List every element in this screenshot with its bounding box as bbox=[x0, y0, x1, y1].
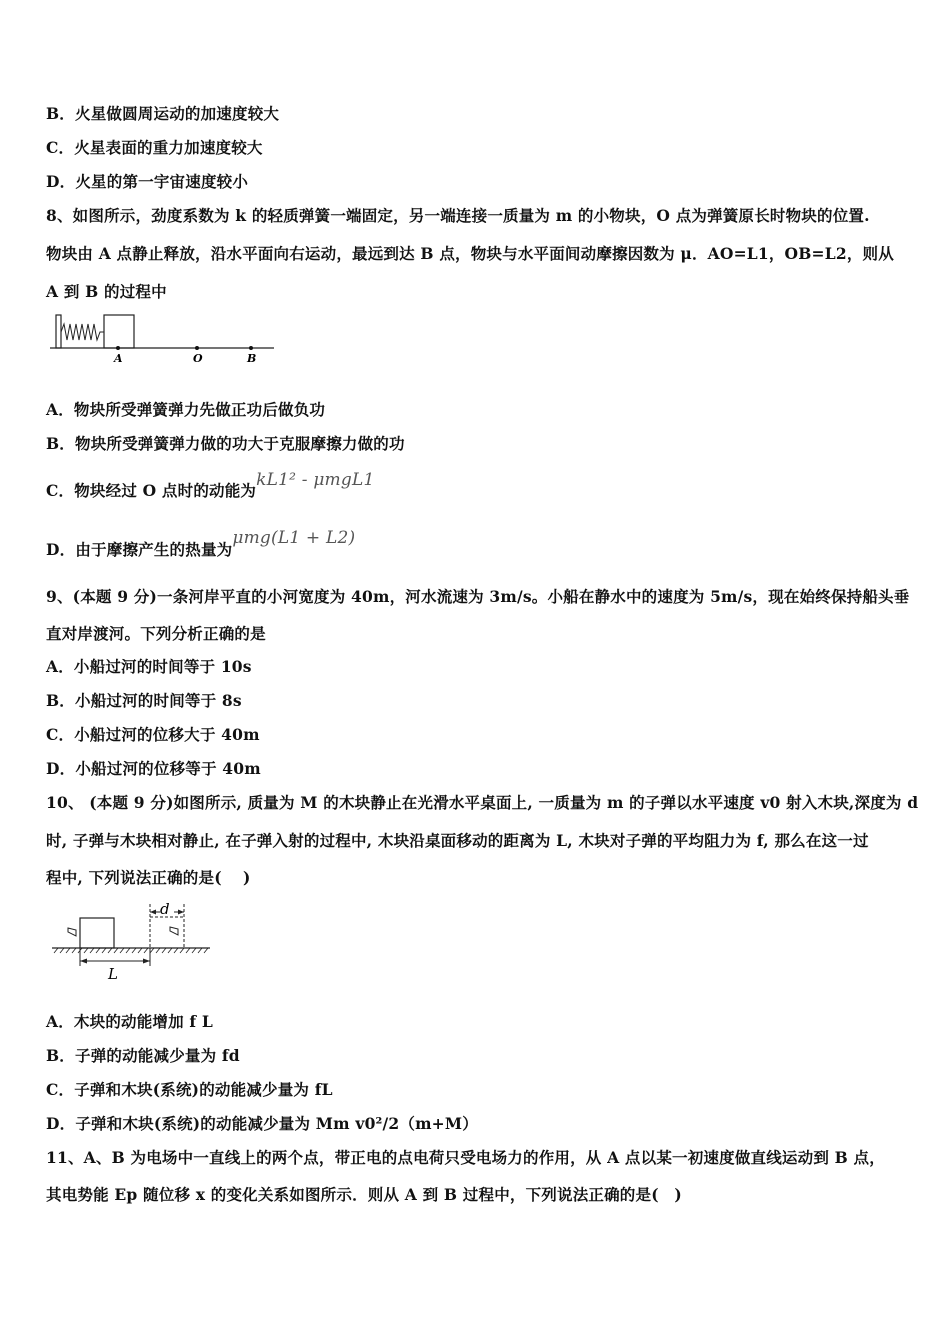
q8-spring-figure bbox=[46, 312, 278, 368]
q9-stem-line2: 直对岸渡河。下列分析正确的是 bbox=[46, 624, 266, 643]
q8-option-b: B．物块所受弹簧弹力做的功大于克服摩擦力做的功 bbox=[46, 434, 405, 453]
q8-stem-line2: 物块由 A 点静止释放，沿水平面向右运动，最远到达 B 点，物块与水平面间动摩擦因数为 μ．AO=L1，OB=L2，则从 bbox=[46, 244, 894, 263]
q10-option-b: B．子弹的动能减少量为 fd bbox=[46, 1046, 240, 1065]
q8-option-d-formula: μmg(L1 + L2) bbox=[232, 528, 356, 548]
q10-stem-line3: 程中, 下列说法正确的是( ) bbox=[46, 868, 251, 887]
q8-stem-line1: 8、如图所示，劲度系数为 k 的轻质弹簧一端固定，另一端连接一质量为 m 的小物块，O 点为弹簧原长时物块的位置. bbox=[46, 206, 870, 225]
q8-option-c-formula: kL1² - μmgL1 bbox=[256, 470, 375, 490]
q9-option-d: D．小船过河的位移等于 40m bbox=[46, 759, 261, 778]
point-a-dot bbox=[116, 346, 120, 350]
q9-option-a: A．小船过河的时间等于 10s bbox=[46, 657, 252, 676]
q10-stem-line1: 10、 (本题 9 分)如图所示, 质量为 M 的木块静止在光滑水平桌面上, 一质量为 m 的子弹以水平速度 v0 射入木块,深度为 d bbox=[46, 793, 919, 812]
q11-stem-line2: 其电势能 Ep 随位移 x 的变化关系如图所示．则从 A 到 B 过程中，下列说法正确的是( ) bbox=[46, 1185, 682, 1204]
q8-option-c bbox=[46, 468, 375, 500]
q9-option-c: C．小船过河的位移大于 40m bbox=[46, 725, 260, 744]
label-l: L bbox=[108, 965, 118, 983]
label-a: A bbox=[114, 352, 123, 365]
point-o-dot bbox=[195, 346, 199, 350]
q10-option-a: A．木块的动能增加 f L bbox=[46, 1012, 213, 1031]
q10-option-c: C．子弹和木块(系统)的动能减少量为 fL bbox=[46, 1080, 333, 1099]
q8-option-d bbox=[46, 526, 356, 559]
label-o: O bbox=[193, 352, 203, 365]
q8-stem-line3: A 到 B 的过程中 bbox=[46, 282, 167, 301]
q9-option-b: B．小船过河的时间等于 8s bbox=[46, 691, 242, 710]
q8-option-c-text: C．物块经过 O 点时的动能为 bbox=[46, 481, 257, 500]
q7-option-d: D．火星的第一宇宙速度较小 bbox=[46, 172, 249, 191]
q8-option-a: A．物块所受弹簧弹力先做正功后做负功 bbox=[46, 400, 326, 419]
q10-bullet-block-figure bbox=[46, 898, 216, 984]
q11-stem-line1: 11、A、B 为电场中一直线上的两个点，带正电的点电荷只受电场力的作用，从 A 点以某一初速度做直线运动到 B 点， bbox=[46, 1148, 885, 1167]
q10-option-d: D．子弹和木块(系统)的动能减少量为 Mm v0²/2（m+M） bbox=[46, 1114, 478, 1133]
point-b-dot bbox=[249, 346, 253, 350]
q9-stem-line1: 9、(本题 9 分)一条河岸平直的小河宽度为 40m，河水流速为 3m/s。小船在静水中的速度为 5m/s，现在始终保持船头垂 bbox=[46, 587, 910, 606]
q8-option-d-text: D．由于摩擦产生的热量为 bbox=[46, 540, 233, 559]
label-b: B bbox=[247, 352, 257, 365]
q10-stem-line2: 时, 子弹与木块相对静止, 在子弹入射的过程中, 木块沿桌面移动的距离为 L, 木块对子弹的平均阻力为 f, 那么在这一过 bbox=[46, 831, 869, 850]
label-d: d bbox=[160, 900, 170, 918]
q7-option-c: C．火星表面的重力加速度较大 bbox=[46, 138, 263, 157]
q7-option-b: B．火星做圆周运动的加速度较大 bbox=[46, 104, 280, 123]
